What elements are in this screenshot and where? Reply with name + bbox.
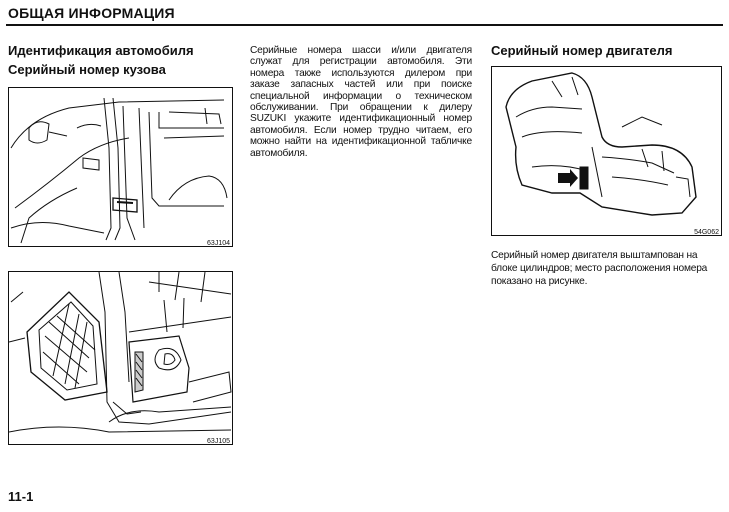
engine-serial-figure — [491, 66, 722, 236]
location-arrow-icon — [558, 169, 578, 187]
figure-code: 63J105 — [207, 438, 230, 445]
section-title: ОБЩАЯ ИНФОРМАЦИЯ — [8, 5, 175, 21]
registration-paragraph — [250, 45, 472, 159]
compartment-illustration — [9, 272, 232, 444]
body-serial-figure-2 — [8, 271, 233, 445]
engine-serial-number-heading: Серийный номер двигателя — [491, 43, 673, 58]
body-serial-figure-1 — [8, 87, 233, 247]
vehicle-identification-heading: Идентификация автомобиля — [8, 43, 194, 58]
engine-serial-paragraph — [491, 249, 721, 288]
engine-block-illustration — [492, 67, 721, 235]
page-number: 11-1 — [8, 489, 34, 504]
figure-code: 63J104 — [207, 240, 230, 247]
body-serial-number-heading: Серийный номер кузова — [8, 62, 166, 77]
car-door-illustration — [9, 88, 232, 246]
registration-paragraph-text: Серийные номера шасси и/или двигателя служат для регистрации автомобиля. Эти номера также используются дилером при заказе запасных частей или при поиске специальной информации о техническом обслуживании. При обращении к дилеру SUZUKI укажите идентификационный номер автомобиля. Если номер трудно читаем, его можно найти на идентификационной табличке автомобиля. — [250, 45, 472, 159]
engine-serial-paragraph-text: Серийный номер двигателя выштампован на блоке цилиндров; место расположения номера показано на рисунке. — [491, 250, 708, 287]
figure-code: 54G062 — [694, 229, 719, 236]
page-header — [6, 2, 723, 26]
